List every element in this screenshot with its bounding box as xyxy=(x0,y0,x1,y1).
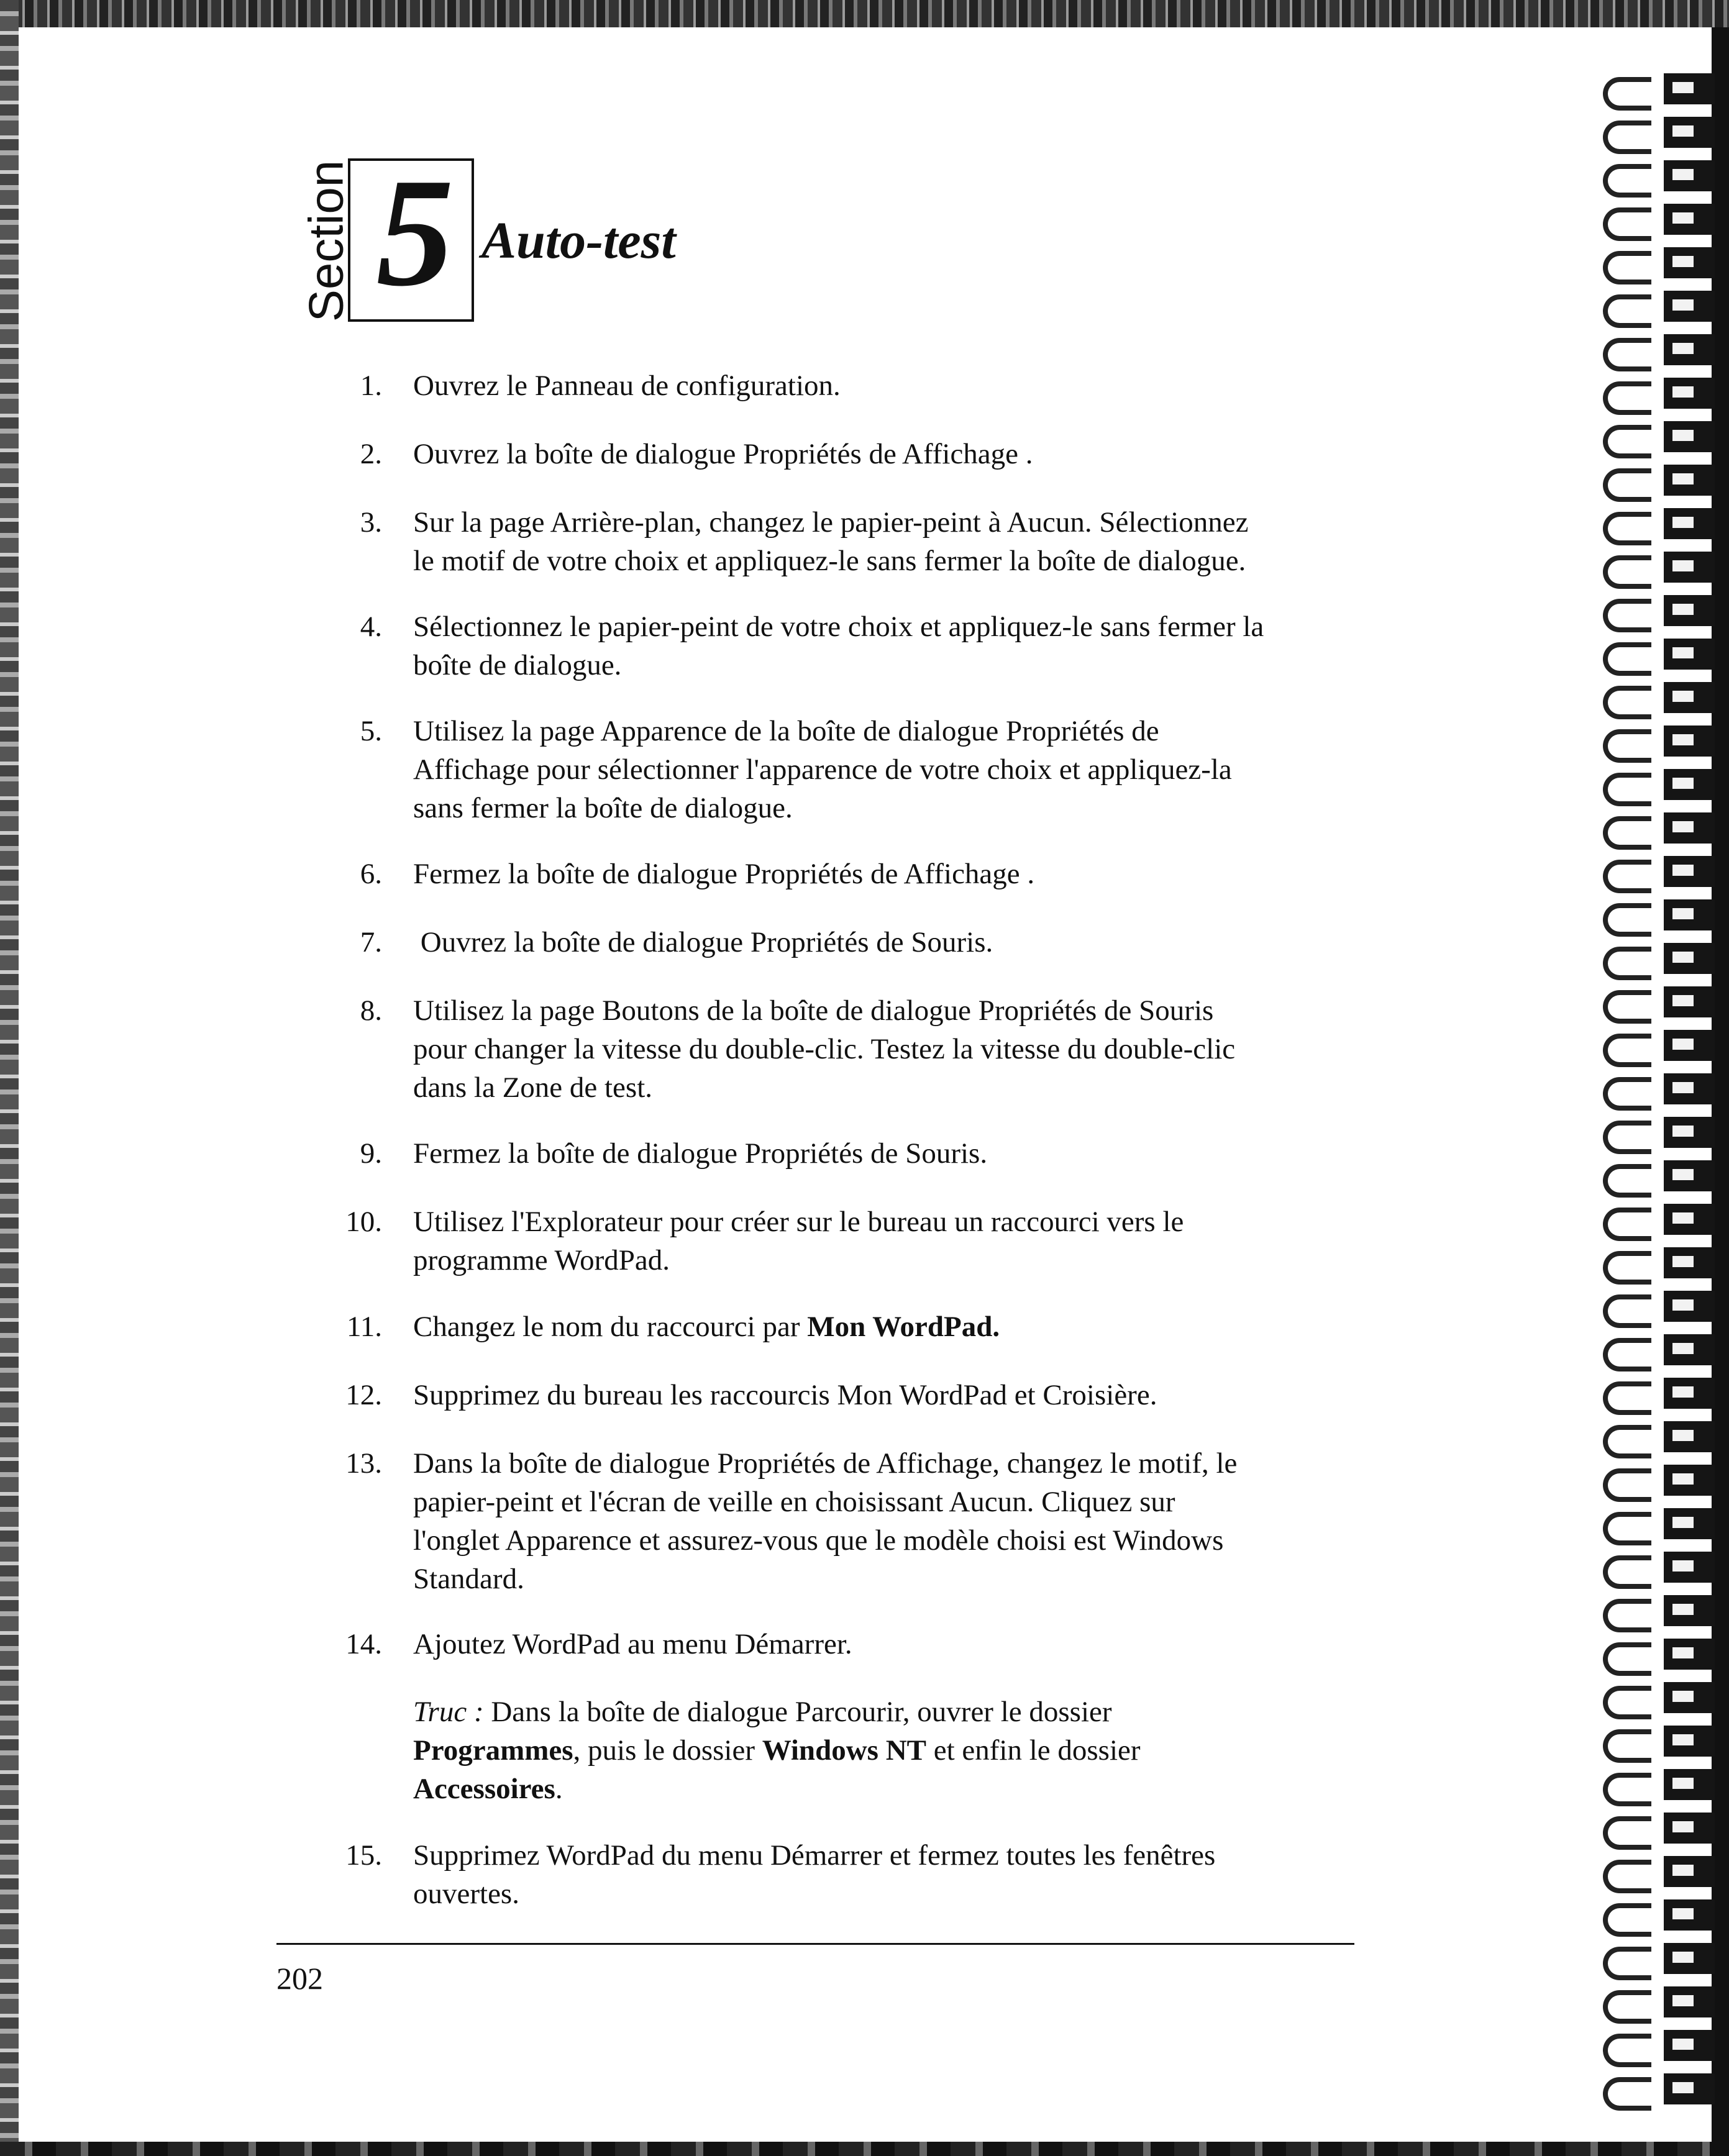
binding-tab xyxy=(1664,986,1715,1017)
item-text: Ajoutez WordPad au menu Démarrer. xyxy=(413,1628,852,1660)
binding-tab xyxy=(1664,73,1715,104)
binding-tab xyxy=(1664,1247,1715,1278)
scan-edge-top xyxy=(0,0,1729,27)
binding-tab xyxy=(1664,769,1715,800)
binding-ring xyxy=(1603,1077,1651,1111)
item-number: 12. xyxy=(345,1379,382,1411)
binding-tab xyxy=(1664,899,1715,930)
item-number: 3. xyxy=(360,506,382,539)
binding-tab xyxy=(1664,247,1715,278)
binding-tab xyxy=(1664,378,1715,409)
item-number: 10. xyxy=(345,1206,382,1238)
binding-tab xyxy=(1664,1595,1715,1626)
item-text: Fermez la boîte de dialogue Propriétés de Souris. xyxy=(413,1137,988,1170)
binding-ring xyxy=(1603,1512,1651,1545)
binding-ring xyxy=(1603,642,1651,676)
binding-ring xyxy=(1603,1468,1651,1502)
binding-ring xyxy=(1603,1860,1651,1893)
item-number: 11. xyxy=(346,1311,382,1343)
binding-tab xyxy=(1664,639,1715,670)
folder-programmes: Programmes xyxy=(413,1734,573,1767)
binding-tab xyxy=(1664,595,1715,626)
binding-tab xyxy=(1664,1508,1715,1539)
binding-ring xyxy=(1603,903,1651,937)
binding-tab xyxy=(1664,508,1715,539)
binding-ring xyxy=(1603,2077,1651,2111)
folder-windows-nt: Windows NT xyxy=(762,1734,926,1767)
item-text: Sur la page Arrière-plan, changez le papier-peint à Aucun. Sélectionnez le motif de votre choix et appliquez-le sans fermer la boîte de dialogue. xyxy=(413,506,1249,577)
binding-tab xyxy=(1664,682,1715,713)
binding-ring xyxy=(1603,1164,1651,1198)
binding-ring xyxy=(1603,1294,1651,1328)
binding-ring xyxy=(1603,1555,1651,1589)
section-label: Section xyxy=(298,160,354,322)
binding-ring xyxy=(1603,1338,1651,1371)
binding-ring xyxy=(1603,860,1651,893)
binding-ring xyxy=(1603,1773,1651,1806)
binding-tab xyxy=(1664,812,1715,844)
binding-tab xyxy=(1664,1465,1715,1496)
item-text: Fermez la boîte de dialogue Propriétés de Affichage . xyxy=(413,858,1035,890)
binding-ring xyxy=(1603,77,1651,111)
item-number: 1. xyxy=(360,370,382,402)
binding-ring xyxy=(1603,947,1651,980)
item-number: 2. xyxy=(360,438,382,470)
footer-rule xyxy=(276,1943,1354,1945)
binding-ring xyxy=(1603,338,1651,371)
tip-label: Truc : xyxy=(413,1696,484,1728)
binding-ring xyxy=(1603,729,1651,763)
binding-ring xyxy=(1603,555,1651,589)
binding-ring xyxy=(1603,1642,1651,1676)
item-number: 13. xyxy=(345,1447,382,1480)
section-number: 5 xyxy=(376,147,454,319)
item-number: 4. xyxy=(360,611,382,643)
binding-ring xyxy=(1603,816,1651,850)
binding-tab xyxy=(1664,1291,1715,1322)
binding-ring xyxy=(1603,1686,1651,1719)
binding-ring xyxy=(1603,1947,1651,1980)
binding-ring xyxy=(1603,468,1651,502)
binding-ring xyxy=(1603,1381,1651,1415)
binding-ring xyxy=(1603,1903,1651,1937)
binding-ring xyxy=(1603,1251,1651,1285)
binding-tab xyxy=(1664,856,1715,887)
binding-ring xyxy=(1603,599,1651,632)
item-number: 9. xyxy=(360,1137,382,1170)
binding-ring xyxy=(1603,207,1651,241)
binding-tab xyxy=(1664,291,1715,322)
binding-tab xyxy=(1664,1986,1715,2017)
binding-ring xyxy=(1603,1034,1651,1067)
binding-tab xyxy=(1664,1943,1715,1974)
binding-ring xyxy=(1603,1990,1651,2024)
item-text: Ouvrez le Panneau de configuration. xyxy=(413,370,841,402)
binding-tab xyxy=(1664,117,1715,148)
binding-ring xyxy=(1603,1208,1651,1241)
binding-tab xyxy=(1664,943,1715,974)
page-number: 202 xyxy=(276,1961,323,1996)
spiral-binding xyxy=(1590,27,1729,2142)
item-text: Utilisez l'Explorateur pour créer sur le bureau un raccourci vers le programme WordPad. xyxy=(413,1206,1184,1276)
binding-tab xyxy=(1664,204,1715,235)
binding-ring xyxy=(1603,1121,1651,1154)
item-text: Supprimez WordPad du menu Démarrer et fermez toutes les fenêtres ouvertes. xyxy=(413,1839,1216,1910)
binding-ring xyxy=(1603,425,1651,458)
tip-paragraph: Truc : Dans la boîte de dialogue Parcourir, ouvrer le dossier Programmes, puis le dossier Windows NT et enfin le dossier Accessoires. xyxy=(413,1696,1141,1805)
binding-tab xyxy=(1664,1726,1715,1757)
binding-tab xyxy=(1664,1030,1715,1061)
item-text: Ouvrez la boîte de dialogue Propriétés de Souris. xyxy=(413,926,993,958)
page-title: Auto-test xyxy=(481,212,676,270)
binding-tab xyxy=(1664,1639,1715,1670)
item-number: 5. xyxy=(360,715,382,747)
binding-ring xyxy=(1603,1599,1651,1632)
binding-tab xyxy=(1664,1552,1715,1583)
binding-tab xyxy=(1664,421,1715,452)
binding-tab xyxy=(1664,1204,1715,1235)
binding-tab xyxy=(1664,1813,1715,1844)
binding-ring xyxy=(1603,1816,1651,1850)
binding-ring xyxy=(1603,381,1651,415)
binding-ring xyxy=(1603,164,1651,198)
item-text: Dans la boîte de dialogue Propriétés de Affichage, changez le motif, le papier-peint et l'écran de veille en choisissant Aucun. Cliquez sur l'onglet Apparence et assurez-vous que le modèle choisi est Windows Standard. xyxy=(413,1447,1238,1595)
binding-tab xyxy=(1664,1073,1715,1104)
binding-tab xyxy=(1664,1117,1715,1148)
binding-ring xyxy=(1603,990,1651,1024)
binding-tab xyxy=(1664,725,1715,757)
binding-ring xyxy=(1603,773,1651,806)
item-number: 15. xyxy=(345,1839,382,1872)
binding-tab xyxy=(1664,1160,1715,1191)
binding-tab xyxy=(1664,1899,1715,1931)
binding-ring xyxy=(1603,121,1651,154)
binding-ring xyxy=(1603,512,1651,545)
binding-tab xyxy=(1664,1334,1715,1365)
item-number: 6. xyxy=(360,858,382,890)
item-text: Utilisez la page Apparence de la boîte de dialogue Propriétés de Affichage pour sélectionner l'apparence de votre choix et appliquez-la sans fermer la boîte de dialogue. xyxy=(413,715,1232,824)
binding-ring xyxy=(1603,1425,1651,1458)
binding-ring xyxy=(1603,1729,1651,1763)
scan-edge-bottom xyxy=(0,2142,1729,2156)
binding-tab xyxy=(1664,1378,1715,1409)
item-number: 14. xyxy=(345,1628,382,1660)
binding-tab xyxy=(1664,2030,1715,2061)
binding-ring xyxy=(1603,686,1651,719)
binding-tab xyxy=(1664,1769,1715,1800)
item-text: Sélectionnez le papier-peint de votre choix et appliquez-le sans fermer la boîte de dialogue. xyxy=(413,611,1264,681)
binding-ring xyxy=(1603,2034,1651,2067)
item-text: Supprimez du bureau les raccourcis Mon WordPad et Croisière. xyxy=(413,1379,1157,1411)
scan-edge-left xyxy=(0,0,19,2156)
binding-tab xyxy=(1664,1421,1715,1452)
binding-tab xyxy=(1664,1856,1715,1887)
item-text: Ouvrez la boîte de dialogue Propriétés de Affichage . xyxy=(413,438,1033,470)
binding-tab xyxy=(1664,160,1715,191)
binding-tab xyxy=(1664,465,1715,496)
folder-accessoires: Accessoires xyxy=(413,1773,555,1805)
item-number: 8. xyxy=(360,994,382,1027)
binding-tab xyxy=(1664,334,1715,365)
item-number: 7. xyxy=(360,926,382,958)
binding-tab xyxy=(1664,552,1715,583)
binding-ring xyxy=(1603,294,1651,328)
binding-ring xyxy=(1603,251,1651,284)
binding-tab xyxy=(1664,2073,1715,2104)
item-text: Utilisez la page Boutons de la boîte de dialogue Propriétés de Souris pour changer la vitesse du double-clic. Testez la vitesse du double-clic dans la Zone de test. xyxy=(413,994,1236,1104)
shortcut-name: Mon WordPad. xyxy=(807,1311,1000,1343)
item-text: Changez le nom du raccourci par Mon WordPad. xyxy=(413,1311,1000,1343)
binding-tab xyxy=(1664,1682,1715,1713)
